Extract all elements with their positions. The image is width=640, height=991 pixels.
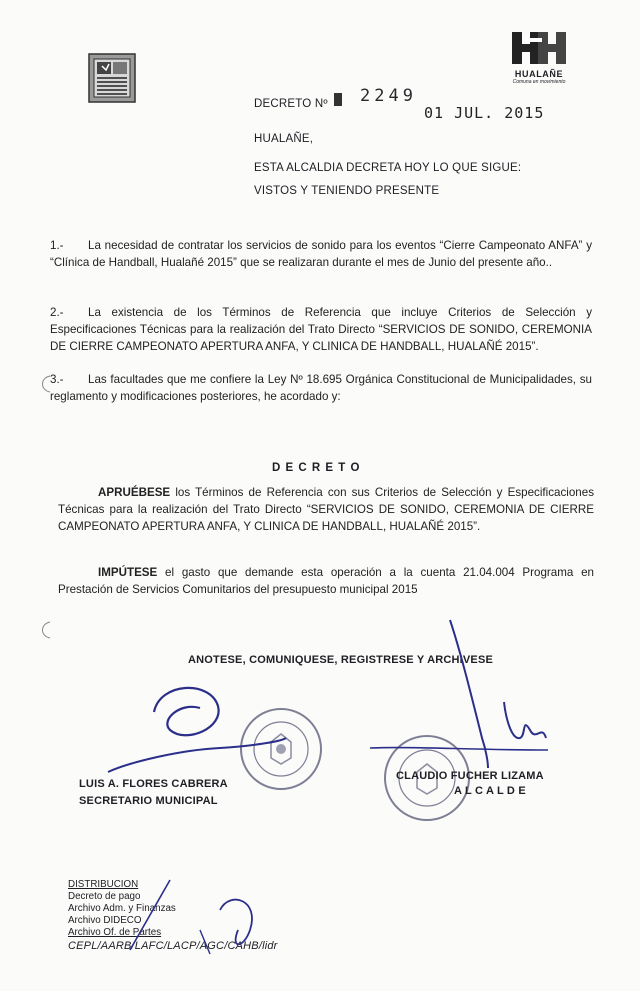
resolution-lead: IMPÚTESE xyxy=(98,566,158,579)
distribution-item: Archivo Adm. y Finanzas xyxy=(68,903,176,914)
seal-icon xyxy=(87,52,137,104)
visto-number: 3.- xyxy=(50,373,64,386)
date-stamp: 01 JUL. 2015 xyxy=(424,104,545,122)
place-line: HUALAÑE, xyxy=(254,133,314,145)
distribution-item: Archivo Of. de Partes xyxy=(68,927,162,938)
distribution-item: Archivo DIDECO xyxy=(68,915,142,926)
visto-text: La necesidad de contratar los servicios de sonido para los eventos “Cierre Campeonato ANFA” y “Clínica de Handball, Hualañé 2015” que se realizaran durante el mes de Junio del presente año.. xyxy=(50,239,592,269)
visto-item-3 xyxy=(50,371,592,405)
decreto-heading: D E C R E T O xyxy=(272,462,361,474)
decreto-number: 2249 xyxy=(360,86,417,106)
visto-number: 2.- xyxy=(50,306,64,319)
municipal-seal xyxy=(87,52,137,104)
distribution-title: DISTRIBUCION xyxy=(68,879,139,890)
visto-number: 1.- xyxy=(50,239,64,252)
intro-line: ESTA ALCALDIA DECRETA HOY LO QUE SIGUE: xyxy=(254,162,522,174)
secretario-title: SECRETARIO MUNICIPAL xyxy=(79,795,218,807)
resolution-lead: APRUÉBESE xyxy=(98,486,171,499)
signature-secretario-icon xyxy=(90,672,290,782)
decreto-number-mark xyxy=(334,93,342,106)
closing-line: ANOTESE, COMUNIQUESE, REGISTRESE Y ARCHIVESE xyxy=(188,654,494,666)
visto-text: La existencia de los Términos de Referencia que incluye Criterios de Selección y Especificaciones Técnicas para la realización del Trato Directo “SERVICIOS DE SONIDO, CEREMONIA DE CIERRE CAMPEONATO APERTURA ANFA, Y CLINICA DE HANDBALL, HUALAÑÉ 2015”. xyxy=(50,306,592,353)
distribution-item: Decreto de pago xyxy=(68,891,141,902)
resolution-imputese xyxy=(58,564,594,598)
alcalde-name: CLAUDIO FUCHER LIZAMA xyxy=(396,770,544,782)
distribution-initials: CEPL/AARB/LAFC/LACP/AGC/CAHB/lidr xyxy=(68,940,278,952)
logo-tagline: Comuna en movimiento xyxy=(512,79,566,85)
distribution-initials-pen-icon xyxy=(110,880,270,960)
visto-text: Las facultades que me confiere la Ley Nº 18.695 Orgánica Constitucional de Municipalidades, su reglamento y modificaciones posteriores, he acordado y: xyxy=(50,373,592,403)
resolution-text: el gasto que demande esta operación a la cuenta 21.04.004 Programa en Prestación de Servicios Comunitarios del presupuesto municipal 2015 xyxy=(58,566,594,596)
resolution-text: los Términos de Referencia con sus Criterios de Selección y Especificaciones Técnicas para la realización del Trato Directo “SERVICIOS DE SONIDO, CEREMONIA DE CIERRE CAMPEONATO APERTURA ANFA, Y CLINICA DE HANDBALL, HUALAÑÉ 2015”. xyxy=(58,486,594,533)
vistos-line: VISTOS Y TENIENDO PRESENTE xyxy=(254,185,440,197)
decreto-label: DECRETO Nº xyxy=(254,98,328,110)
visto-item-2 xyxy=(50,304,592,355)
logo-brand: HUALAÑE xyxy=(514,69,564,79)
alcalde-title: A L C A L D E xyxy=(454,785,526,797)
resolution-apruebese xyxy=(58,484,594,535)
visto-item-1 xyxy=(50,237,592,271)
hole-punch-top-icon xyxy=(38,374,52,394)
secretario-name: LUIS A. FLORES CABRERA xyxy=(79,778,228,790)
signature-alcalde-icon xyxy=(370,620,550,770)
hole-punch-bottom-icon xyxy=(38,620,52,640)
logo-h-icon xyxy=(506,30,572,66)
hualane-logo xyxy=(506,30,572,86)
